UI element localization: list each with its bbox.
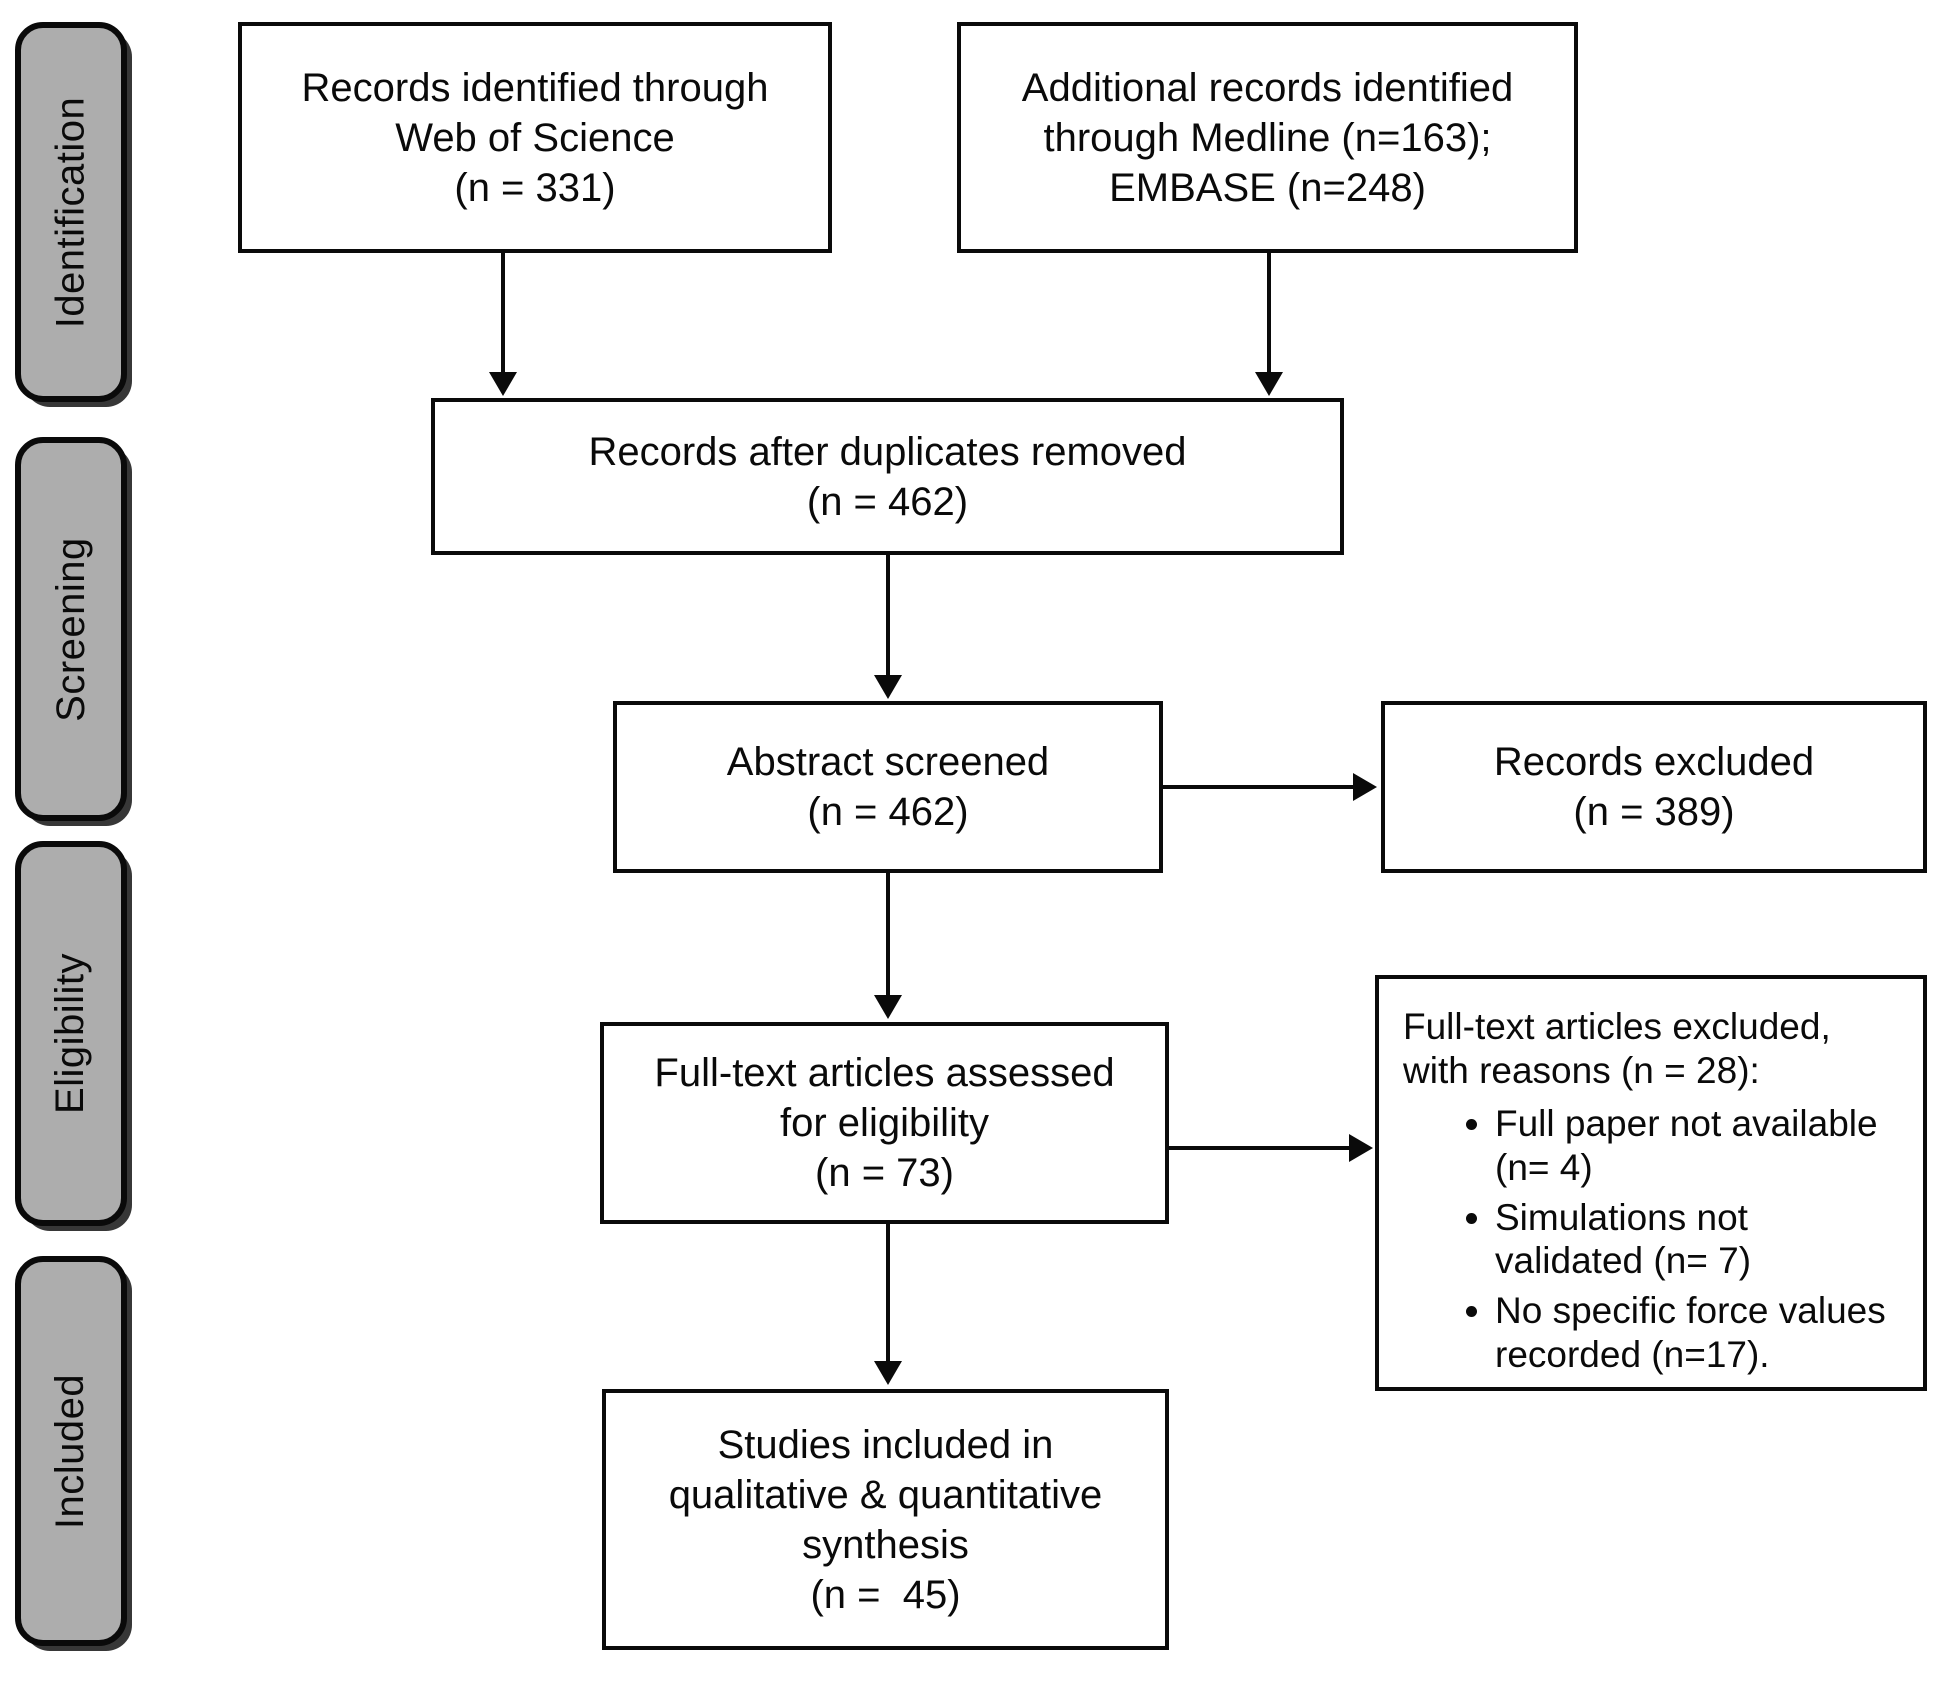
fulltext-excluded-reason: • No specific force values recorded (n=17). xyxy=(1495,1289,1905,1376)
arrow-head-down-icon xyxy=(874,995,902,1019)
arrow-head-down-icon xyxy=(1255,372,1283,396)
box-fulltext-excluded-header: Full-text articles excluded, with reasons (n = 28): xyxy=(1403,1006,1831,1091)
box-records-web-of-science-text: Records identified through Web of Science (n = 331) xyxy=(301,65,769,210)
stage-label-eligibility-text: Eligibility xyxy=(48,952,93,1115)
stage-label-screening xyxy=(15,437,127,821)
arrow-shaft xyxy=(501,253,505,374)
stage-label-identification-text: Identification xyxy=(48,96,93,328)
arrow-shaft xyxy=(1169,1146,1349,1150)
box-studies-included xyxy=(602,1389,1169,1650)
fulltext-excluded-reason-list xyxy=(1403,1096,1905,1376)
box-abstract-screened xyxy=(613,701,1163,873)
box-abstract-screened-text: Abstract screened (n = 462) xyxy=(726,740,1050,834)
stage-label-screening-text: Screening xyxy=(48,536,93,722)
box-records-web-of-science xyxy=(238,22,832,253)
fulltext-excluded-reason: • Simulations not validated (n= 7) xyxy=(1495,1196,1905,1283)
arrow-head-down-icon xyxy=(489,372,517,396)
arrow-head-right-icon xyxy=(1349,1134,1373,1162)
box-records-excluded xyxy=(1381,701,1927,873)
stage-label-included xyxy=(15,1256,127,1646)
fulltext-excluded-reason: • Full paper not available (n= 4) xyxy=(1495,1102,1905,1189)
box-fulltext-excluded xyxy=(1375,975,1927,1391)
arrow-head-right-icon xyxy=(1353,773,1377,801)
arrow-head-down-icon xyxy=(874,675,902,699)
arrow-shaft xyxy=(1267,253,1271,374)
box-records-after-duplicates-removed-text: Records after duplicates removed (n = 462) xyxy=(588,429,1187,524)
box-records-after-duplicates-removed xyxy=(431,398,1344,555)
arrow-shaft xyxy=(1163,785,1353,789)
box-records-excluded-text: Records excluded (n = 389) xyxy=(1493,740,1815,834)
box-fulltext-assessed xyxy=(600,1022,1169,1224)
box-studies-included-text: Studies included in qualitative & quantitative synthesis (n = 45) xyxy=(668,1422,1103,1617)
arrow-shaft xyxy=(886,873,890,997)
arrow-shaft xyxy=(886,555,890,677)
box-records-medline-embase xyxy=(957,22,1578,253)
stage-label-identification xyxy=(15,22,127,402)
box-records-medline-embase-text: Additional records identified through Medline (n=163); EMBASE (n=248) xyxy=(1021,65,1514,210)
stage-label-included-text: Included xyxy=(48,1373,93,1529)
box-fulltext-assessed-text: Full-text articles assessed for eligibility (n = 73) xyxy=(654,1051,1115,1195)
arrow-shaft xyxy=(886,1224,890,1363)
arrow-head-down-icon xyxy=(874,1361,902,1385)
stage-label-eligibility xyxy=(15,841,127,1226)
